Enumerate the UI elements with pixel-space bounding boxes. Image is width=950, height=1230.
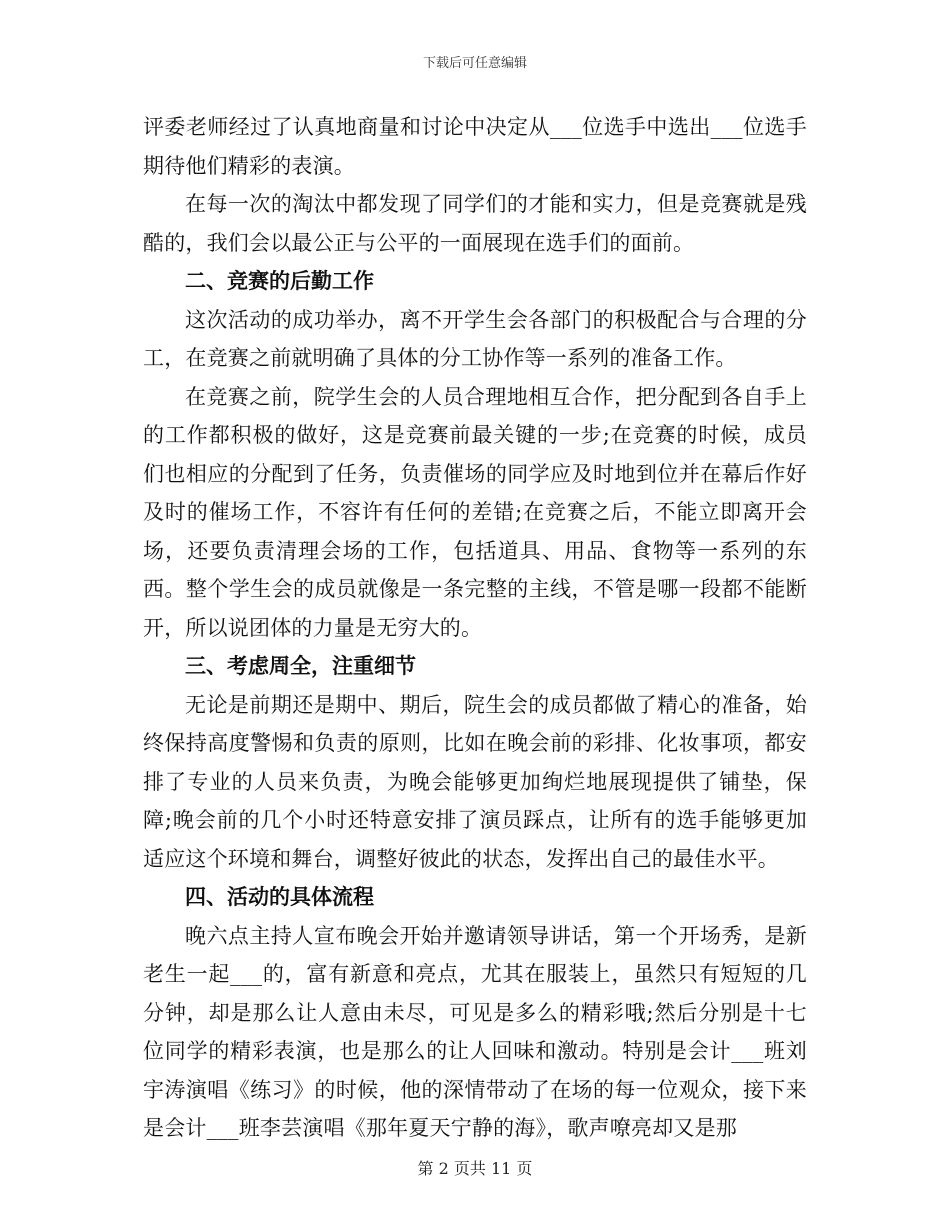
paragraph: 评委老师经过了认真地商量和讨论中决定从___位选手中选出___位选手期待他们精彩的表演。: [143, 115, 807, 178]
page-header: 下载后可任意编辑: [422, 56, 527, 71]
document-body: [143, 108, 807, 1148]
paragraph: 晚六点主持人宣布晚会开始并邀请领导讲话，第一个开场秀，是新老生一起___的，富有新意和亮点，尤其在服装上，虽然只有短短的几分钟，却是那么让人意由未尽，可见是多么的精彩哦;然后分别是十七位同学的精彩表演，也是那么的让人回味和激动。特别是会计___班刘宇涛演唱《练习》的时候，他的深情带动了在场的每一位观众，接下来是会计___班李芸演唱《那年夏天宁静的海》，歌声嘹亮却又是那: [143, 923, 807, 1140]
paragraph: 这次活动的成功举办，离不开学生会各部门的积极配合与合理的分工，在竞赛之前就明确了具体的分工协作等一系列的准备工作。: [143, 307, 807, 370]
section-heading: 三、考虑周全，注重细节: [185, 653, 416, 678]
paragraph: 在每一次的淘汰中都发现了同学们的才能和实力，但是竞赛就是残酷的，我们会以最公正与公平的一面展现在选手们的面前。: [143, 192, 807, 255]
section-heading: 四、活动的具体流程: [185, 884, 374, 909]
paragraph: 无论是前期还是期中、期后，院生会的成员都做了精心的准备，始终保持高度警惕和负责的原则，比如在晚会前的彩排、化妆事项，都安排了专业的人员来负责，为晚会能够更加绚烂地展现提供了铺垫，保障;晚会前的几个小时还特意安排了演员踩点，让所有的选手能够更加适应这个环境和舞台，调整好彼此的状态，发挥出自己的最佳水平。: [143, 692, 807, 871]
page-footer: 第 2 页共 11 页: [417, 1159, 533, 1178]
section-heading: 二、竞赛的后勤工作: [185, 268, 374, 293]
paragraph: 在竞赛之前，院学生会的人员合理地相互合作，把分配到各自手上的工作都积极的做好，这是竞赛前最关键的一步;在竞赛的时候，成员们也相应的分配到了任务，负责催场的同学应及时地到位并在幕后作好及时的催场工作，不容许有任何的差错;在竞赛之后，不能立即离开会场，还要负责清理会场的工作，包括道具、用品、食物等一系列的东西。整个学生会的成员就像是一条完整的主线，不管是哪一段都不能断开，所以说团体的力量是无穷大的。: [143, 384, 807, 640]
